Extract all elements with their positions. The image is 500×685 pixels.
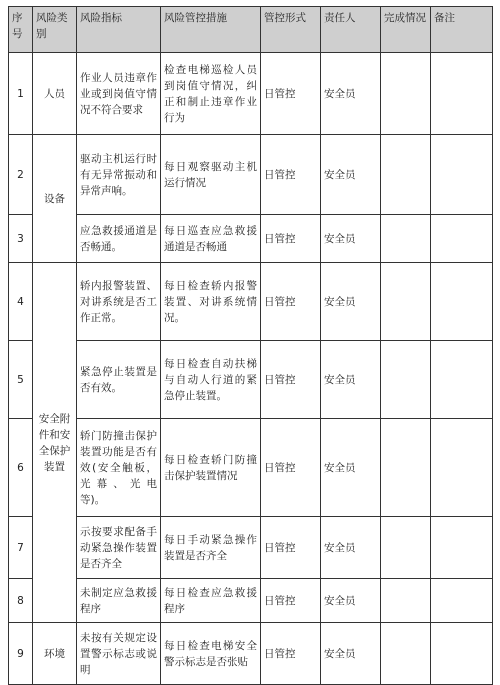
row-note — [431, 517, 493, 579]
header-note: 备注 — [431, 7, 493, 53]
row-no: 7 — [9, 517, 33, 579]
row-completion — [381, 579, 431, 623]
table-row — [9, 579, 493, 623]
table-row — [9, 135, 493, 215]
row-control-form: 日管控 — [261, 419, 321, 517]
category-personnel: 人员 — [33, 53, 77, 135]
row-responsible: 安全员 — [321, 53, 381, 135]
row-note — [431, 263, 493, 341]
row-completion — [381, 517, 431, 579]
table-row — [9, 623, 493, 685]
row-responsible: 安全员 — [321, 517, 381, 579]
row-note — [431, 215, 493, 263]
category-environment: 环境 — [33, 623, 77, 685]
row-responsible: 安全员 — [321, 135, 381, 215]
header-category: 风险类别 — [33, 7, 77, 53]
table-row — [9, 215, 493, 263]
row-completion — [381, 623, 431, 685]
category-safety: 安全附件和安全保护装置 — [33, 263, 77, 623]
row-no: 9 — [9, 623, 33, 685]
row-responsible: 安全员 — [321, 215, 381, 263]
row-indicator: 轿内报警装置、对讲系统是否工作正常。 — [77, 263, 161, 341]
row-control-form: 日管控 — [261, 623, 321, 685]
row-note — [431, 419, 493, 517]
table-row — [9, 517, 493, 579]
row-measure: 每日检查自动扶梯与自动人行道的紧急停止装置。 — [161, 341, 261, 419]
row-indicator: 未制定应急救援程序 — [77, 579, 161, 623]
row-note — [431, 135, 493, 215]
row-measure: 每日检查电梯安全警示标志是否张贴 — [161, 623, 261, 685]
row-no: 6 — [9, 419, 33, 517]
row-measure: 检查电梯巡检人员到岗值守情况，纠正和制止违章作业行为 — [161, 53, 261, 135]
row-completion — [381, 53, 431, 135]
row-note — [431, 53, 493, 135]
row-no: 8 — [9, 579, 33, 623]
row-responsible: 安全员 — [321, 623, 381, 685]
row-indicator: 应急救援通道是否畅通。 — [77, 215, 161, 263]
row-responsible: 安全员 — [321, 579, 381, 623]
row-responsible: 安全员 — [321, 341, 381, 419]
row-no: 2 — [9, 135, 33, 215]
row-responsible: 安全员 — [321, 419, 381, 517]
header-no: 序号 — [9, 7, 33, 53]
header-completion: 完成情况 — [381, 7, 431, 53]
table-row — [9, 263, 493, 341]
row-no: 1 — [9, 53, 33, 135]
row-control-form: 日管控 — [261, 215, 321, 263]
row-completion — [381, 135, 431, 215]
row-measure: 每日观察驱动主机运行情况 — [161, 135, 261, 215]
header-indicator: 风险指标 — [77, 7, 161, 53]
row-indicator: 紧急停止装置是否有效。 — [77, 341, 161, 419]
table-row — [9, 341, 493, 419]
row-measure: 每日检查应急救援程序 — [161, 579, 261, 623]
row-indicator: 作业人员违章作业或到岗值守情况不符合要求 — [77, 53, 161, 135]
header-measure: 风险管控措施 — [161, 7, 261, 53]
row-no: 3 — [9, 215, 33, 263]
row-note — [431, 623, 493, 685]
row-control-form: 日管控 — [261, 135, 321, 215]
risk-control-table — [8, 6, 493, 685]
table-row — [9, 419, 493, 517]
row-control-form: 日管控 — [261, 53, 321, 135]
row-completion — [381, 341, 431, 419]
row-indicator: 未按有关规定设置警示标志或说明 — [77, 623, 161, 685]
row-control-form: 日管控 — [261, 263, 321, 341]
row-responsible: 安全员 — [321, 263, 381, 341]
row-control-form: 日管控 — [261, 517, 321, 579]
row-measure: 每日检查轿门防撞击保护装置情况 — [161, 419, 261, 517]
header-row — [9, 7, 493, 53]
row-note — [431, 579, 493, 623]
row-indicator: 示按要求配备手动紧急操作装置是否齐全 — [77, 517, 161, 579]
header-control-form: 管控形式 — [261, 7, 321, 53]
row-completion — [381, 263, 431, 341]
risk-table-container — [8, 6, 492, 685]
table-row — [9, 53, 493, 135]
row-completion — [381, 419, 431, 517]
row-indicator: 轿门防撞击保护装置功能是否有效(安全触板，光幕、光电等)。 — [77, 419, 161, 517]
category-equipment: 设备 — [33, 135, 77, 263]
row-measure: 每日手动紧急操作装置是否齐全 — [161, 517, 261, 579]
row-control-form: 日管控 — [261, 341, 321, 419]
row-completion — [381, 215, 431, 263]
row-control-form: 日管控 — [261, 579, 321, 623]
row-note — [431, 341, 493, 419]
row-indicator: 驱动主机运行时有无异常振动和异常声响。 — [77, 135, 161, 215]
row-measure: 每日检查轿内报警装置、对讲系统情况。 — [161, 263, 261, 341]
row-no: 5 — [9, 341, 33, 419]
row-no: 4 — [9, 263, 33, 341]
row-measure: 每日巡查应急救援通道是否畅通 — [161, 215, 261, 263]
header-responsible: 责任人 — [321, 7, 381, 53]
